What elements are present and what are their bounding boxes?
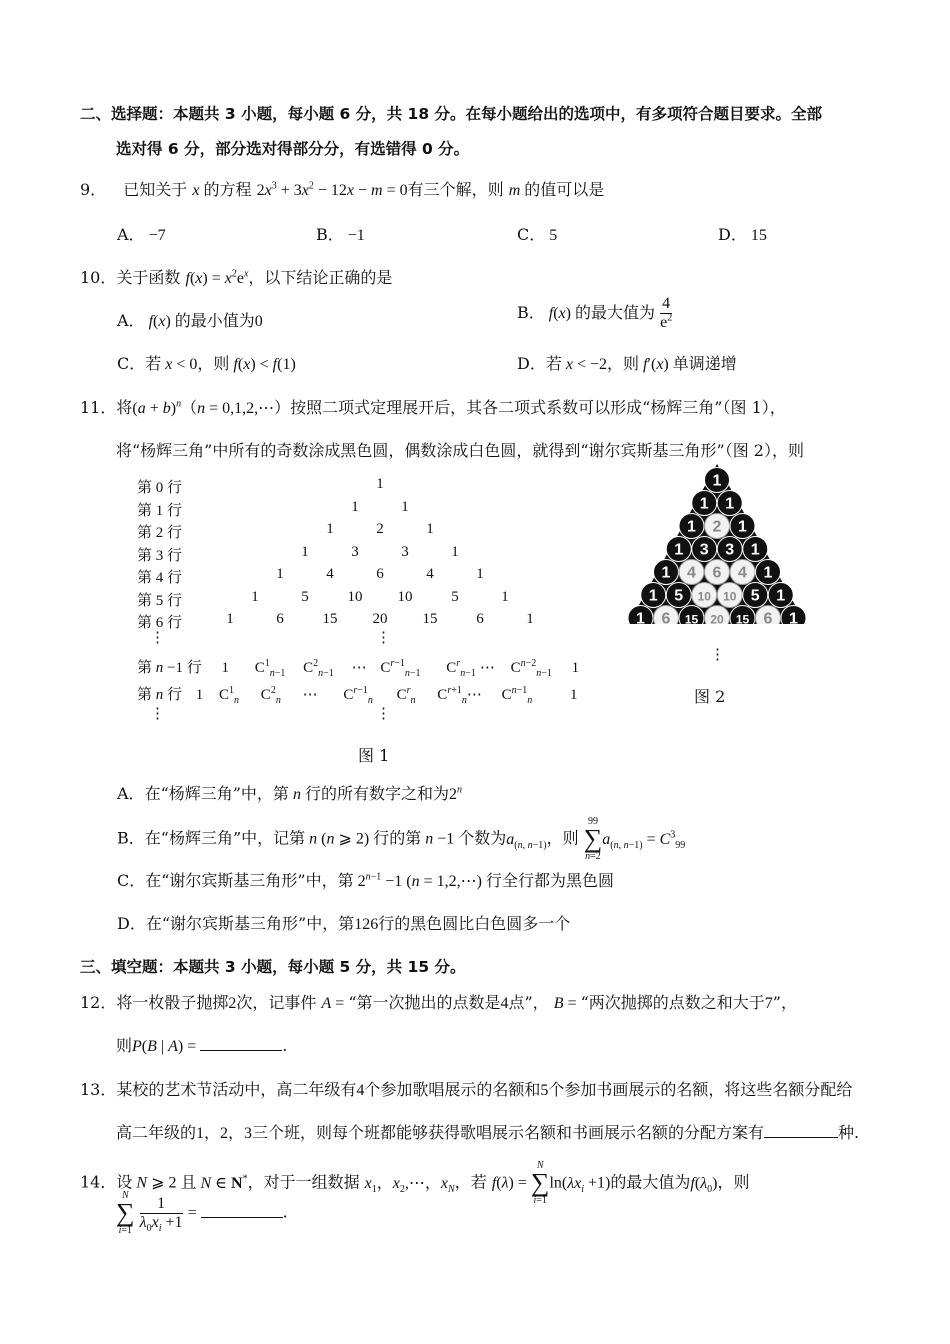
- svg-text:5: 5: [674, 587, 684, 605]
- odd-black-circle: [730, 514, 755, 539]
- odd-black-circle: [717, 491, 742, 516]
- svg-text:1: 1: [763, 564, 773, 582]
- svg-text:20: 20: [710, 612, 724, 624]
- row-n-minus-1: 第 n −1 行 1 $C^1_{n-1}$ $C^2_{n-1}$ ⋯ $C^{r-1}_{n-1}$ $C^r_{n-1}$ ⋯ $C^{n-2}_{n-1}$ 1: [137, 658, 580, 679]
- svg-text:5: 5: [750, 587, 760, 605]
- triangle-number: 15: [422, 611, 438, 627]
- triangle-number: 3: [351, 543, 359, 560]
- triangle-number: 1: [376, 476, 384, 492]
- svg-text:10: 10: [723, 589, 737, 604]
- svg-text:6: 6: [661, 610, 671, 624]
- triangle-number: 1: [401, 498, 409, 515]
- odd-black-circle: [756, 560, 781, 585]
- row-label: 第 4 行: [137, 570, 183, 586]
- svg-text:1: 1: [661, 564, 671, 582]
- svg-text:2: 2: [712, 518, 722, 536]
- q10-stem: 10．关于函数 $f(x) = x^2e^x$，以下结论正确的是: [80, 268, 393, 287]
- odd-black-circle: [692, 537, 717, 562]
- q12-answer-blank[interactable]: [200, 1036, 282, 1051]
- q13-line1: 13．某校的艺术节活动中，高二年级有4个参加歌唱展示的名额和5个参加书画展示的名额，将这些名额分配给: [80, 1080, 853, 1099]
- svg-text:1: 1: [789, 610, 798, 624]
- svg-text:1: 1: [725, 495, 735, 513]
- triangle-number: 6: [276, 611, 284, 627]
- q11-stem-line2: 将“杨辉三角”中所有的奇数涂成黑色圆，偶数涂成白色圆，就得到“谢尔宾斯基三角形”（图 2），则: [116, 441, 804, 460]
- q13-answer-blank[interactable]: [764, 1123, 838, 1138]
- vdots-figure2: ⋮: [710, 647, 725, 663]
- triangle-number: 6: [476, 611, 484, 627]
- triangle-number: 15: [322, 611, 338, 627]
- row-label: 第 5 行: [137, 592, 183, 609]
- figure2-caption: 图 2: [694, 687, 726, 706]
- triangle-number: 1: [451, 543, 459, 560]
- odd-black-circle: [717, 537, 742, 562]
- svg-text:6: 6: [712, 564, 722, 582]
- row-label: 第 0 行: [137, 480, 183, 496]
- odd-black-circle: [768, 583, 793, 608]
- vdots-center-1: ⋮: [376, 630, 391, 646]
- svg-text:15: 15: [735, 612, 750, 624]
- svg-text:6: 6: [763, 610, 773, 624]
- row-label: 第 3 行: [137, 547, 183, 564]
- triangle-number: 10: [347, 588, 363, 605]
- triangle-number: 4: [426, 566, 434, 582]
- odd-black-circle: [679, 514, 704, 539]
- triangle-number: 1: [251, 588, 259, 605]
- row-label: 第 6 行: [137, 615, 183, 631]
- odd-black-circle: [654, 560, 679, 585]
- section2-title-line1: 二、选择题：本题共 3 小题，每小题 6 分，共 18 分。在每小题给出的选项中，有多项符合题目要求。全部: [80, 105, 823, 123]
- svg-text:1: 1: [674, 541, 684, 559]
- q9-option-c[interactable]: C． 5: [517, 225, 558, 244]
- q10-option-a[interactable]: A． f(x) 的最小值为0: [117, 311, 263, 330]
- odd-black-circle: [666, 537, 691, 562]
- even-white-circle: [679, 560, 704, 585]
- svg-text:15: 15: [684, 612, 699, 624]
- triangle-number: 1: [301, 543, 309, 560]
- odd-black-circle: [705, 468, 730, 493]
- sierpinski-triangle: [622, 462, 812, 624]
- q9-option-b[interactable]: B． −1: [316, 225, 365, 244]
- triangle-number: 6: [376, 566, 384, 582]
- q12-line2: 则P(B | A) = .: [116, 1036, 288, 1055]
- odd-black-circle: [743, 583, 768, 608]
- q11-stem-line1: 11．将$(a + b)^n(n$ = 0,1,2,⋯）按照二项式定理展开后，其各二项式系数可以形成“杨辉三角”（图 1），: [80, 398, 786, 417]
- q10-option-d[interactable]: D．若 x < −2，则 f′(x) 单调递增: [517, 354, 737, 373]
- triangle-number: 5: [451, 588, 459, 605]
- triangle-number: 1: [501, 588, 509, 605]
- vdots-left-1: ⋮: [150, 630, 165, 646]
- q9-option-a[interactable]: A． −7: [117, 225, 166, 244]
- svg-text:4: 4: [738, 564, 747, 582]
- svg-text:1: 1: [699, 495, 709, 513]
- vdots-left-2: ⋮: [150, 706, 165, 722]
- even-white-circle: [717, 583, 742, 608]
- even-white-circle: [705, 560, 730, 585]
- odd-black-circle: [743, 537, 768, 562]
- q14-answer-blank[interactable]: [201, 1203, 283, 1218]
- section2-title-line2: 选对得 6 分，部分选对得部分分，有选错得 0 分。: [116, 140, 470, 158]
- svg-text:1: 1: [738, 518, 747, 536]
- triangle-number: 1: [326, 521, 334, 537]
- triangle-number: 3: [401, 543, 409, 560]
- q9-stem: 9． 已知关于 x 的方程 $2x^3 + 3x^2 - 12x - m = 0$有三个解，则 m 的值可以是: [80, 180, 605, 199]
- triangle-number: 1: [226, 611, 234, 627]
- svg-text:1: 1: [712, 472, 722, 490]
- triangle-number: 2: [376, 521, 384, 537]
- q11-option-a[interactable]: A．在“杨辉三角”中，第 n 行的所有数字之和为2$^n$: [117, 784, 462, 803]
- q10-option-c[interactable]: C．若 x < 0，则 f(x) < f(1): [117, 354, 296, 373]
- triangle-number: 10: [397, 588, 413, 605]
- figure1-caption: 图 1: [358, 746, 390, 765]
- q14-line2: N ∑ i=1 $\frac{1}{\lambda_0x_i +1}$ = .: [116, 1190, 288, 1236]
- svg-text:3: 3: [725, 541, 735, 559]
- odd-black-circle: [692, 491, 717, 516]
- q9-number: 9．: [80, 180, 107, 199]
- q11-option-b[interactable]: B．在“杨辉三角”中，记第 n (n ⩾ 2) 行的第 n −1 个数为$a_{(n, n-1)}$，则 99 ∑ $n=2a_{(n, n-1)} = C^3_{99}$: [117, 816, 686, 862]
- svg-text:1: 1: [750, 541, 760, 559]
- odd-black-circle: [641, 583, 666, 608]
- even-white-circle: [705, 514, 730, 539]
- svg-text:1: 1: [776, 587, 786, 605]
- svg-text:3: 3: [699, 541, 709, 559]
- q13-line2: 高二年级的1，2，3三个班，则每个班都能够获得歌唱展示名额和书画展示名额的分配方案有 种.: [116, 1123, 860, 1142]
- q11-option-c[interactable]: C．在“谢尔宾斯基三角形”中，第 $2^{n-1} -1$ (n = 1,2,⋯) 行全行都为黑色圆: [117, 871, 614, 890]
- triangle-number: 4: [326, 566, 334, 582]
- q14-line1: 14．设 N ⩾ 2 且 N ∈ N*，对于一组数据 $x_1$，$x_2,\cdots$，$x_N$，若 f(λ) = N ∑ $i=1\ln(\lambda x_i +1)$的最大值为$f(\lambda_0)$，则: [80, 1160, 750, 1206]
- svg-text:1: 1: [636, 610, 645, 624]
- triangle-number: 1: [351, 498, 359, 515]
- vdots-center-2: ⋮: [376, 706, 391, 722]
- triangle-number: 20: [372, 611, 388, 627]
- q11-option-d[interactable]: D．在“谢尔宾斯基三角形”中，第126行的黑色圆比白色圆多一个: [117, 914, 571, 933]
- q10-option-b[interactable]: B． f(x) 的最大值为 $\frac{4}{e^2}$: [517, 295, 673, 331]
- triangle-number: 1: [426, 521, 434, 537]
- triangle-number: 1: [476, 566, 484, 582]
- q12-line1: 12．将一枚骰子抛掷2次，记事件 A = “第一次抛出的点数是4点”， B = “两次抛掷的点数之和大于7”，: [80, 993, 797, 1012]
- section3-title: 三、填空题：本题共 3 小题，每小题 5 分，共 15 分。: [80, 958, 466, 976]
- row-n: 第 n 行 1 $C^1_n$ $C^2_n$ ⋯ $C^{r-1}_n$ $C^r_n$ $C^{r+1}_n\cdots$ $C^{n-1}_n$ 1: [137, 685, 578, 706]
- row-label: 第 1 行: [137, 502, 183, 519]
- svg-text:1: 1: [648, 587, 658, 605]
- row-label: 第 2 行: [137, 525, 183, 541]
- triangle-number: 1: [526, 611, 534, 627]
- triangle-number: 5: [301, 588, 309, 605]
- svg-text:1: 1: [687, 518, 696, 536]
- even-white-circle: [692, 583, 717, 608]
- q9-option-d[interactable]: D． 15: [718, 225, 767, 244]
- svg-text:10: 10: [697, 589, 711, 604]
- triangle-number: 1: [276, 566, 284, 582]
- odd-black-circle: [666, 583, 691, 608]
- even-white-circle: [730, 560, 755, 585]
- svg-text:4: 4: [687, 564, 696, 582]
